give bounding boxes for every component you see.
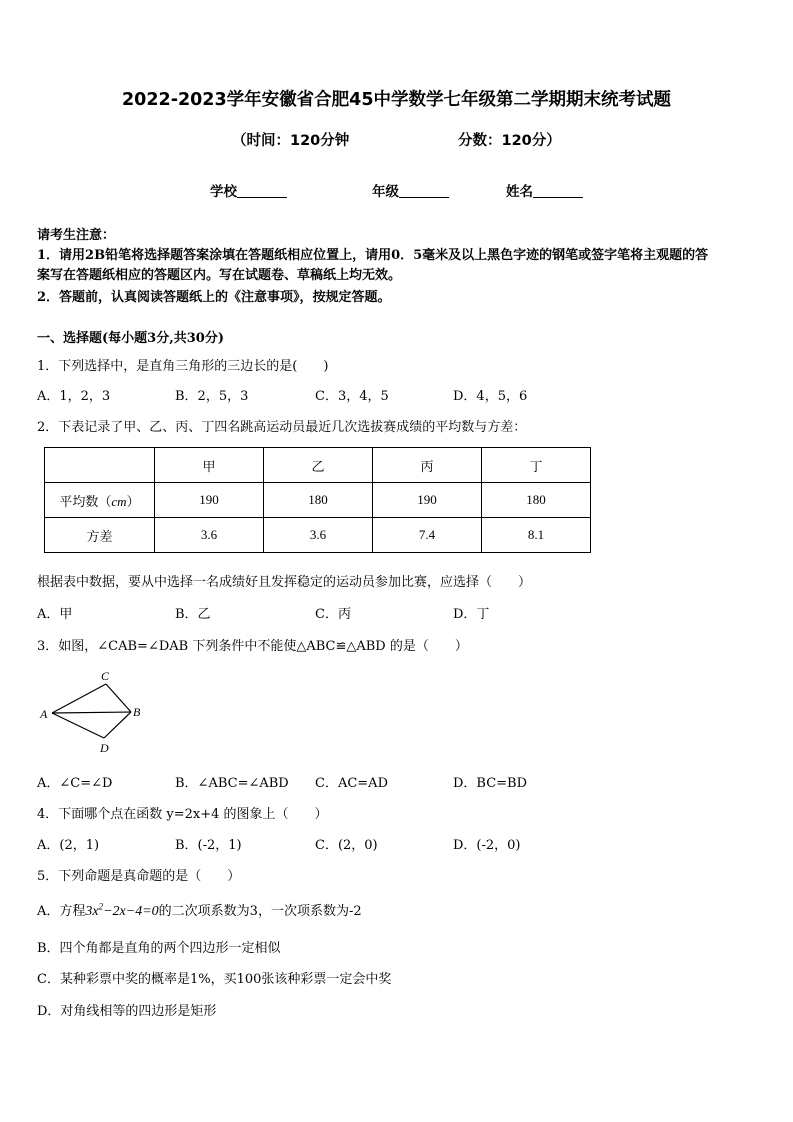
- q5-stem: 5．下列命题是真命题的是（ ）: [37, 869, 241, 884]
- q2-stem: 2．下表记录了甲、乙、丙、丁四名跳高运动员最近几次选拔赛成绩的平均数与方差：: [37, 420, 527, 435]
- q3-stem: 3．如图，∠CAB=∠DAB 下列条件中不能使△ABC≌△ABD 的是（ ）: [37, 639, 468, 654]
- unit-cm: cm: [111, 493, 127, 509]
- q5-option-b[interactable]: B．四个角都是直角的两个四边形一定相似: [37, 941, 281, 956]
- table-cell: 3.6: [155, 518, 264, 553]
- section-title: 一、选择题(每小题3分,共30分): [37, 331, 224, 346]
- table-header-cell: 乙: [264, 448, 373, 483]
- q3-option-a[interactable]: A．∠C=∠D: [37, 776, 113, 791]
- segment-ab: [52, 712, 131, 713]
- vertex-label-a: A: [40, 707, 48, 721]
- q4-option-c[interactable]: C．(2，0): [315, 838, 378, 853]
- vertex-label-b: B: [133, 705, 141, 719]
- q2-option-a[interactable]: A．甲: [37, 607, 73, 622]
- row-label-text: ）: [126, 493, 140, 509]
- option-text: 的二次项系数为3，一次项系数为-2: [158, 904, 362, 919]
- equation-term: 3x: [85, 904, 99, 919]
- table-header-cell: [45, 448, 155, 483]
- school-blank[interactable]: [237, 183, 287, 198]
- table-header-cell: 甲: [155, 448, 264, 483]
- q5-option-a[interactable]: [37, 900, 362, 920]
- table-row: [45, 518, 591, 553]
- name-field: [506, 180, 583, 200]
- q5-option-c[interactable]: C．某种彩票中奖的概率是1%，买100张该种彩票一定会中奖: [37, 972, 392, 987]
- q2-table: [44, 447, 591, 553]
- exam-score: 分数：120分）: [458, 133, 561, 149]
- q4-option-d[interactable]: D．(-2，0): [453, 838, 521, 853]
- q3-option-b[interactable]: B．∠ABC=∠ABD: [175, 776, 289, 791]
- grade-field: [372, 180, 449, 200]
- table-cell: 8.1: [482, 518, 591, 553]
- vertex-label-c: C: [101, 669, 110, 683]
- segment-ad: [52, 713, 104, 738]
- school-field: [210, 180, 287, 200]
- row-label-variance: 方差: [45, 518, 155, 553]
- q2-option-d[interactable]: D．丁: [453, 607, 490, 622]
- vertex-label-d: D: [100, 741, 109, 755]
- q3-option-d[interactable]: D．BC=BD: [453, 776, 528, 791]
- segment-ac: [52, 684, 106, 713]
- grade-label: 年级: [372, 184, 399, 200]
- table-cell: 3.6: [264, 518, 373, 553]
- table-header-cell: 丁: [482, 448, 591, 483]
- table-cell: 180: [264, 483, 373, 518]
- notice-item1-line2: 案写在答题纸相应的答题区内。写在试题卷、草稿纸上均无效。: [37, 268, 402, 283]
- table-cell: 190: [373, 483, 482, 518]
- q4-option-b[interactable]: B．(-2，1): [175, 838, 242, 853]
- name-label: 姓名: [506, 184, 533, 200]
- row-label-text: 平均数（: [59, 493, 112, 509]
- exam-time: （时间：120分钟: [232, 133, 350, 149]
- segment-cb: [106, 684, 131, 712]
- q4-stem: 4．下面哪个点在函数 y=2x+4 的图象上（ ）: [37, 807, 328, 822]
- notice-item1-line1: 1．请用2B铅笔将选择题答案涂填在答题纸相应位置上，请用0．5毫米及以上黑色字迹的钢笔或签字笔将主观题的答: [37, 248, 709, 263]
- q2-followup: 根据表中数据，要从中选择一名成绩好且发挥稳定的运动员参加比赛，应选择（ ）: [37, 575, 532, 590]
- table-cell: 180: [482, 483, 591, 518]
- school-label: 学校: [210, 184, 237, 200]
- q1-option-d[interactable]: D．4，5，6: [453, 389, 528, 404]
- row-label-mean: [45, 483, 155, 518]
- segment-db: [104, 712, 131, 738]
- q1-stem: 1．下列选择中，是直角三角形的三边长的是( ): [37, 359, 329, 374]
- q1-option-c[interactable]: C．3，4，5: [315, 389, 389, 404]
- notice-item2: 2．答题前，认真阅读答题纸上的《注意事项》，按规定答题。: [37, 290, 391, 305]
- equation-term: −2x−4=0: [103, 904, 159, 919]
- q5-option-d[interactable]: D．对角线相等的四边形是矩形: [37, 1004, 217, 1019]
- q1-option-a[interactable]: A．1，2，3: [37, 389, 111, 404]
- page-title: 2022-2023学年安徽省合肥45中学数学七年级第二学期期末统考试题: [121, 90, 672, 110]
- q4-option-a[interactable]: A．(2，1): [37, 838, 100, 853]
- table-header-row: [45, 448, 591, 483]
- q2-option-c[interactable]: C．丙: [315, 607, 351, 622]
- table-cell: 190: [155, 483, 264, 518]
- table-header-cell: 丙: [373, 448, 482, 483]
- option-text: A．方程: [37, 904, 86, 919]
- grade-blank[interactable]: [399, 183, 449, 198]
- table-cell: 7.4: [373, 518, 482, 553]
- name-blank[interactable]: [533, 183, 583, 198]
- q3-option-c[interactable]: C．AC=AD: [315, 776, 388, 791]
- equation: [85, 901, 159, 919]
- equation-exponent: 2: [98, 901, 104, 912]
- notice-heading: 请考生注意：: [37, 228, 116, 243]
- table-row: [45, 483, 591, 518]
- q1-option-b[interactable]: B．2，5，3: [175, 389, 249, 404]
- q2-option-b[interactable]: B．乙: [175, 607, 211, 622]
- q3-figure: [34, 666, 154, 756]
